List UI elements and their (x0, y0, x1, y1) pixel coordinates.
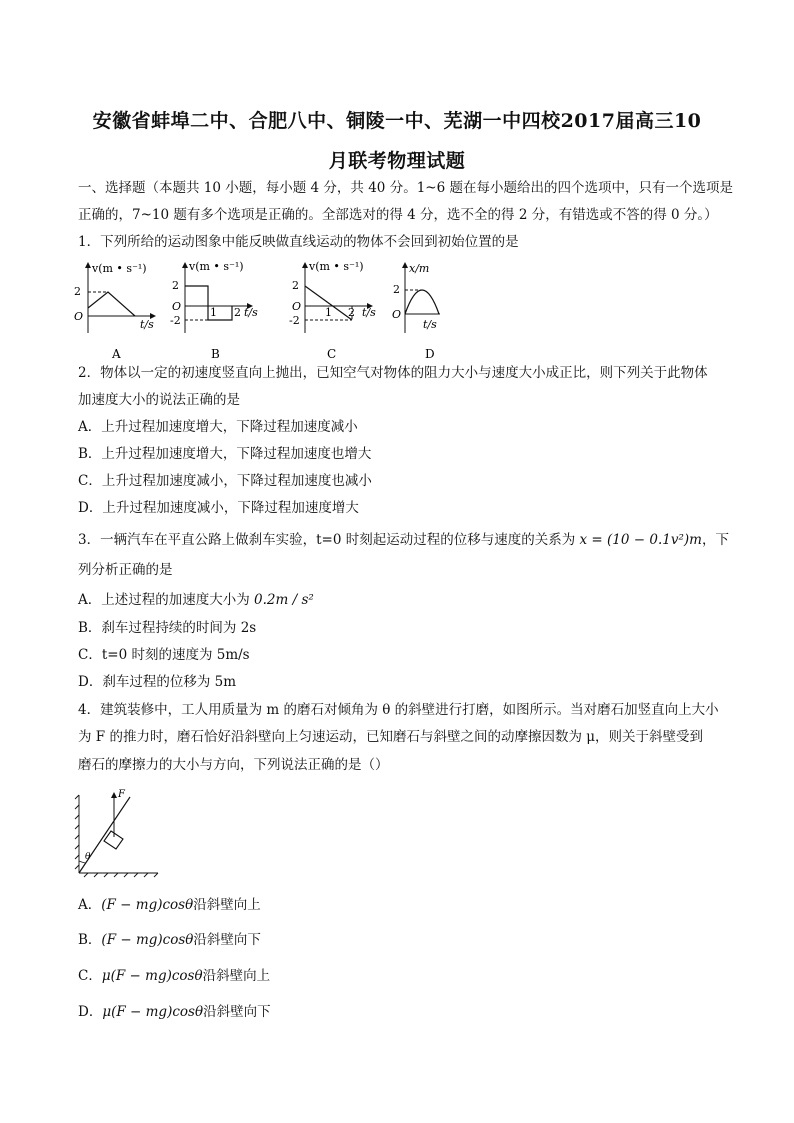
q4-option-c-prefix: C． (78, 968, 102, 984)
q4-stem-line-1: 4．建筑装修中，工人用质量为 m 的磨石对倾角为 θ 的斜壁进行打磨，如图所示。当对磨石加竖直向上大小 (78, 702, 719, 718)
q4-option-d (78, 1002, 271, 1022)
q4-option-d-formula: μ(F − mg)cosθ (102, 1004, 204, 1020)
q2-option-d: D．上升过程加速度减小，下降过程加速度增大 (78, 500, 359, 516)
graph-a-ylabel: v(m • s⁻¹) (92, 262, 147, 275)
graph-a-origin: O (74, 310, 84, 323)
section-intro-line-2: 正确的，7~10 题有多个选项是正确的。全部选对的得 4 分，选不全的得 2 分，有错选或不答的得 0 分。） (78, 207, 718, 223)
q2-option-b: B．上升过程加速度增大，下降过程加速度也增大 (78, 446, 372, 462)
graph-c-ylabel: v(m • s⁻¹) (309, 260, 364, 273)
graph-b (170, 260, 258, 361)
graph-a (74, 262, 155, 361)
q4-option-b-formula: (F − mg)cosθ (101, 932, 194, 948)
graph-c-tick-x1: 1 (325, 306, 332, 319)
q2-stem-line-1: 2．物体以一定的初速度竖直向上抛出，已知空气对物体的阻力大小与速度大小成正比，则下列关于此物体 (78, 365, 708, 381)
graph-d-label: D (425, 347, 435, 361)
graph-b-tick-2: 2 (172, 279, 179, 292)
graph-b-label: B (211, 347, 220, 361)
q4-option-c (78, 966, 270, 986)
graph-b-ylabel: v(m • s⁻¹) (189, 260, 244, 273)
q1-graphs (70, 258, 440, 364)
graph-a-label: A (112, 347, 121, 361)
q4-option-a-suffix: 沿斜壁向上 (193, 897, 261, 913)
graph-d-xlabel: t/s (423, 318, 437, 331)
q4-option-b (78, 930, 261, 950)
graph-b-origin: O (172, 300, 182, 313)
q2-stem-line-2: 加速度大小的说法正确的是 (78, 392, 240, 408)
graph-c (289, 260, 376, 361)
q4-option-a-prefix: A． (78, 897, 102, 913)
q4-stem-line-3: 磨石的摩擦力的大小与方向，下列说法正确的是（） (78, 757, 389, 773)
graph-c-tick-neg2: -2 (289, 314, 300, 327)
graph-c-origin: O (292, 300, 302, 313)
graph-c-tick-x2: 2 (348, 306, 355, 319)
q3-option-c: C．t=0 时刻的速度为 5m/s (78, 647, 250, 663)
q3-formula: x = (10 − 0.1v²)m (579, 532, 702, 548)
graph-b-xlabel: t/s (244, 306, 258, 319)
graph-a-xlabel: t/s (140, 318, 154, 331)
exam-title-line-1: 安徽省蚌埠二中、合肥八中、铜陵一中、芜湖一中四校2017届高三10 (92, 110, 702, 132)
graph-b-tick-x1: 1 (210, 306, 217, 319)
q3-stem-line-2: 列分析正确的是 (78, 562, 173, 578)
graph-a-tick-2: 2 (74, 285, 81, 298)
q3-stem-tail: ，下 (701, 532, 729, 548)
q3-option-a (78, 590, 314, 610)
q4-option-b-suffix: 沿斜壁向下 (193, 932, 261, 948)
q3-option-a-formula: 0.2m / s² (254, 592, 314, 608)
q3-stem-text: 3．一辆汽车在平直公路上做刹车实验，t=0 时刻起运动过程的位移与速度的关系为 (78, 532, 576, 548)
graph-c-label: C (327, 347, 337, 361)
graph-d (392, 262, 440, 361)
q4-option-a (78, 895, 261, 915)
graph-b-tick-neg2: -2 (170, 314, 181, 327)
graph-c-tick-2: 2 (292, 279, 299, 292)
q4-option-d-prefix: D． (78, 1004, 103, 1020)
q3-option-b: B．刹车过程持续的时间为 2s (78, 620, 257, 636)
graph-c-xlabel: t/s (362, 306, 376, 319)
q4-option-b-prefix: B． (78, 932, 102, 948)
graph-b-tick-x2: 2 (234, 306, 241, 319)
q4-option-c-formula: μ(F − mg)cosθ (101, 968, 203, 984)
q4-label-theta: θ (85, 852, 91, 862)
q2-option-a: A．上升过程加速度增大，下降过程加速度减小 (78, 419, 358, 435)
graph-d-origin: O (392, 308, 402, 321)
q4-figure (70, 785, 165, 880)
q1-stem: 1．下列所给的运动图象中能反映做直线运动的物体不会回到初始位置的是 (78, 234, 519, 250)
exam-title-line-2: 月联考物理试题 (328, 150, 466, 172)
q3-stem-line-1 (78, 530, 729, 550)
graph-d-ylabel: x/m (409, 262, 430, 275)
q4-label-F: F (118, 789, 125, 800)
q3-option-a-text: A．上述过程的加速度大小为 (78, 592, 250, 608)
q4-option-a-formula: (F − mg)cosθ (101, 897, 194, 913)
graph-d-tick-2: 2 (393, 283, 400, 296)
q4-option-c-suffix: 沿斜壁向上 (202, 968, 271, 984)
q3-option-d: D．刹车过程的位移为 5m (78, 674, 237, 690)
q2-option-c: C．上升过程加速度减小，下降过程加速度也减小 (78, 473, 372, 489)
q4-option-d-suffix: 沿斜壁向下 (203, 1004, 271, 1020)
q4-stem-line-2: 为 F 的推力时，磨石恰好沿斜壁向上匀速运动，已知磨石与斜壁之间的动摩擦因数为 μ，则关于斜壁受到 (78, 729, 704, 745)
section-intro-line-1: 一、选择题（本题共 10 小题，每小题 4 分，共 40 分。1~6 题在每小题给出的四个选项中，只有一个选项是 (78, 180, 733, 196)
